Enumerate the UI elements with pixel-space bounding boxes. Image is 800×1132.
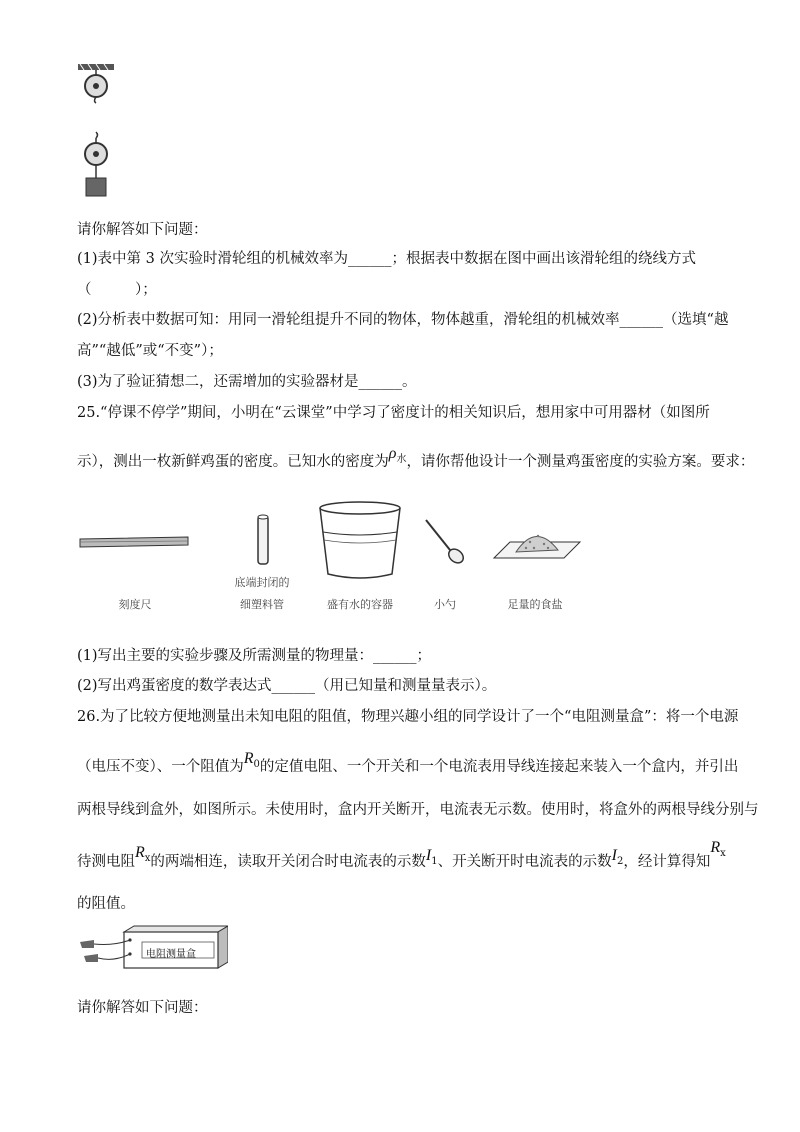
q26-prompt: 请你解答如下问题：	[77, 1000, 208, 1016]
container-caption: 盛有水的容器	[327, 598, 393, 611]
q24-part3: (3)为了验证猜想二，还需增加的实验器材是______。	[77, 374, 417, 390]
q26-line4-text-b: 的两端相连，读取开关闭合时电流表的示数	[150, 854, 426, 870]
q24-part1-line2: （ ）；	[77, 282, 157, 298]
rho-symbol: ρ	[388, 445, 397, 462]
ruler-caption: 刻度尺	[118, 598, 152, 611]
q25-line2-text-b: ，请你帮他设计一个测量鸡蛋密度的实验方案。要求：	[406, 454, 755, 470]
q24-prompt: 请你解答如下问题：	[77, 222, 208, 238]
tube-caption-line1: 底端封闭的	[234, 576, 290, 589]
salt-image	[490, 518, 584, 562]
I2-symbol: I	[611, 847, 617, 864]
ruler-image	[78, 533, 190, 553]
pulley-figure	[74, 62, 118, 202]
water-container-image	[316, 500, 404, 582]
Rx-subscript: x	[144, 852, 151, 864]
Rx-symbol: R	[135, 844, 145, 861]
q26-line2-text-a: （电压不变）、一个阻值为	[77, 759, 244, 775]
plastic-tube-image	[255, 512, 271, 568]
q26-line2	[77, 750, 739, 783]
Rx2-symbol: R	[710, 839, 721, 856]
I1-symbol: I	[425, 847, 432, 864]
q25-line1: 25.“停课不停学”期间，小明在“云课堂”中学习了密度计的相关知识后，想用家中可用器材（如图所	[77, 405, 710, 421]
q24-part2-line2: 高”“越低”或“不变”）；	[77, 343, 223, 359]
R0-symbol: R	[243, 750, 254, 767]
q26-line1: 26.为了比较方便地测量出未知电阻的阻值，物理兴趣小组的同学设计了一个“电阻测量盒”：将一个电源	[77, 709, 739, 725]
q26-line4-text-d: ，经计算得知	[623, 854, 711, 870]
tube-caption-line2: 细塑料管	[240, 598, 284, 611]
q24-part2-line1: (2)分析表中数据可知：用同一滑轮组提升不同的物体，物体越重，滑轮组的机械效率______（选填“越	[77, 312, 729, 328]
q25-part1: (1)写出主要的实验步骤及所需测量的物理量：______；	[77, 648, 432, 664]
Rx2-subscript: x	[720, 847, 726, 859]
resistance-box-label: 电阻测量盒	[146, 949, 196, 960]
q26-line4-text-a: 待测电阻	[77, 854, 135, 870]
spoon-image	[420, 514, 468, 566]
I2-subscript: 2	[616, 855, 624, 867]
q25-part2: (2)写出鸡蛋密度的数学表达式______（用已知量和测量量表示）。	[77, 678, 497, 694]
q25-line2	[77, 445, 755, 478]
movable-pulley	[85, 132, 107, 196]
R0-subscript: 0	[253, 758, 260, 770]
q25-line2-text-a: 示），测出一枚新鲜鸡蛋的密度。已知水的密度为	[77, 454, 389, 470]
q26-line3: 两根导线到盒外，如图所示。未使用时，盒内开关断开，电流表无示数。使用时，将盒外的两根导线分别与	[77, 802, 759, 818]
q26-line2-text-b: 的定值电阻、一个开关和一个电流表用导线连接起来装入一个盒内，并引出	[259, 759, 739, 775]
q26-line5: 的阻值。	[77, 896, 135, 912]
q26-line4-text-c: 、开关断开时电流表的示数	[437, 854, 612, 870]
I1-subscript: 1	[431, 855, 438, 867]
q26-line4	[77, 839, 726, 878]
q24-part1-line1: (1)表中第 3 次实验时滑轮组的机械效率为______；根据表中数据在图中画出该滑轮组的绕线方式	[77, 251, 696, 267]
rho-subscript: 水	[396, 453, 407, 465]
spoon-caption: 小勺	[434, 598, 456, 611]
salt-caption: 足量的食盐	[507, 598, 563, 611]
fixed-pulley	[78, 64, 114, 103]
